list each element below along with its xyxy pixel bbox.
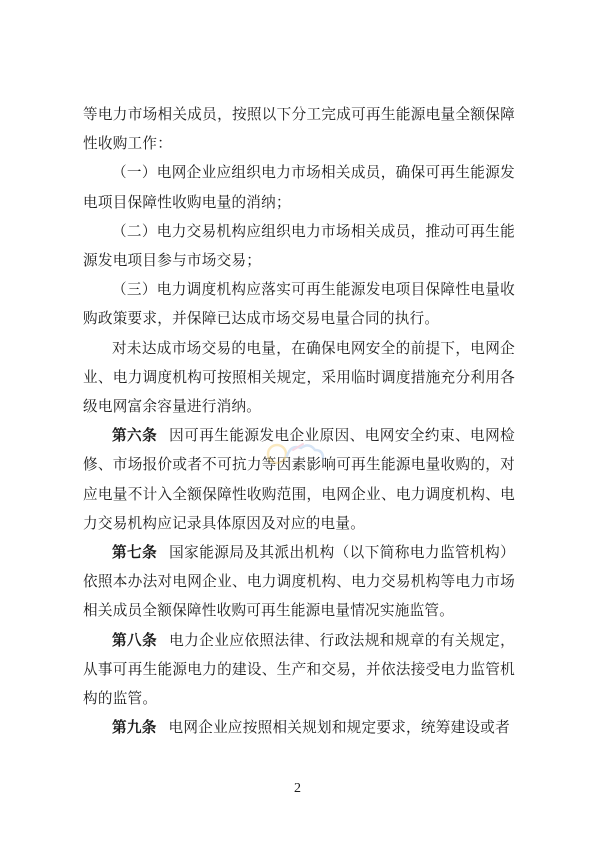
list-item-1: （一）电网企业应组织电力市场相关成员，确保可再生能源发电项目保障性收购电量的消纳； [83, 164, 515, 211]
article-8-label: 第八条 [112, 631, 158, 649]
article-7-text: 国家能源局及其派出机构（以下简称电力监管机构）依照本办法对电网企业、电力调度机构、电力交易机构等电力市场相关成员全额保障性收购可再生能源电量情况实施监管。 [83, 544, 515, 620]
paragraph-continuation: 等电力市场相关成员，按照以下分工完成可再生能源电量全额保障性收购工作： [83, 106, 515, 153]
article-6 [83, 421, 515, 538]
article-7 [83, 538, 515, 626]
article-6-text: 因可再生能源发电企业原因、电网安全约束、电网检修、市场报价或者不可抗力等因素影响可再生能源电量收购的，对应电量不计入全额保障性收购范围，电网企业、电力调度机构、电力交易机构应记录具体原因及对应的电量。 [83, 427, 515, 532]
article-8-text: 电力企业应依照法律、行政法规和规章的有关规定，从事可再生能源电力的建设、生产和交易，并依法接受电力监管机构的监管。 [83, 631, 515, 708]
document-body [83, 100, 515, 742]
article-7-label: 第七条 [112, 544, 158, 562]
article-8 [83, 626, 515, 714]
paragraph-unmatched-electricity: 对未达成市场交易的电量，在确保电网安全的前提下，电网企业、电力调度机构可按照相关规定，采用临时调度措施充分利用各级电网富余容量进行消纳。 [83, 339, 515, 416]
article-9 [83, 713, 515, 742]
article-9-label: 第九条 [112, 719, 157, 737]
list-item-3: （三）电力调度机构应落实可再生能源发电项目保障性电量收购政策要求，并保障已达成市场交易电量合同的执行。 [83, 281, 515, 328]
article-9-text: 电网企业应按照相关规划和规定要求，统筹建设或者 [168, 719, 510, 737]
page-number: 2 [294, 781, 301, 796]
list-item-2: （二）电力交易机构应组织电力市场相关成员，推动可再生能源发电项目参与市场交易； [83, 222, 515, 270]
article-6-label: 第六条 [112, 427, 158, 445]
